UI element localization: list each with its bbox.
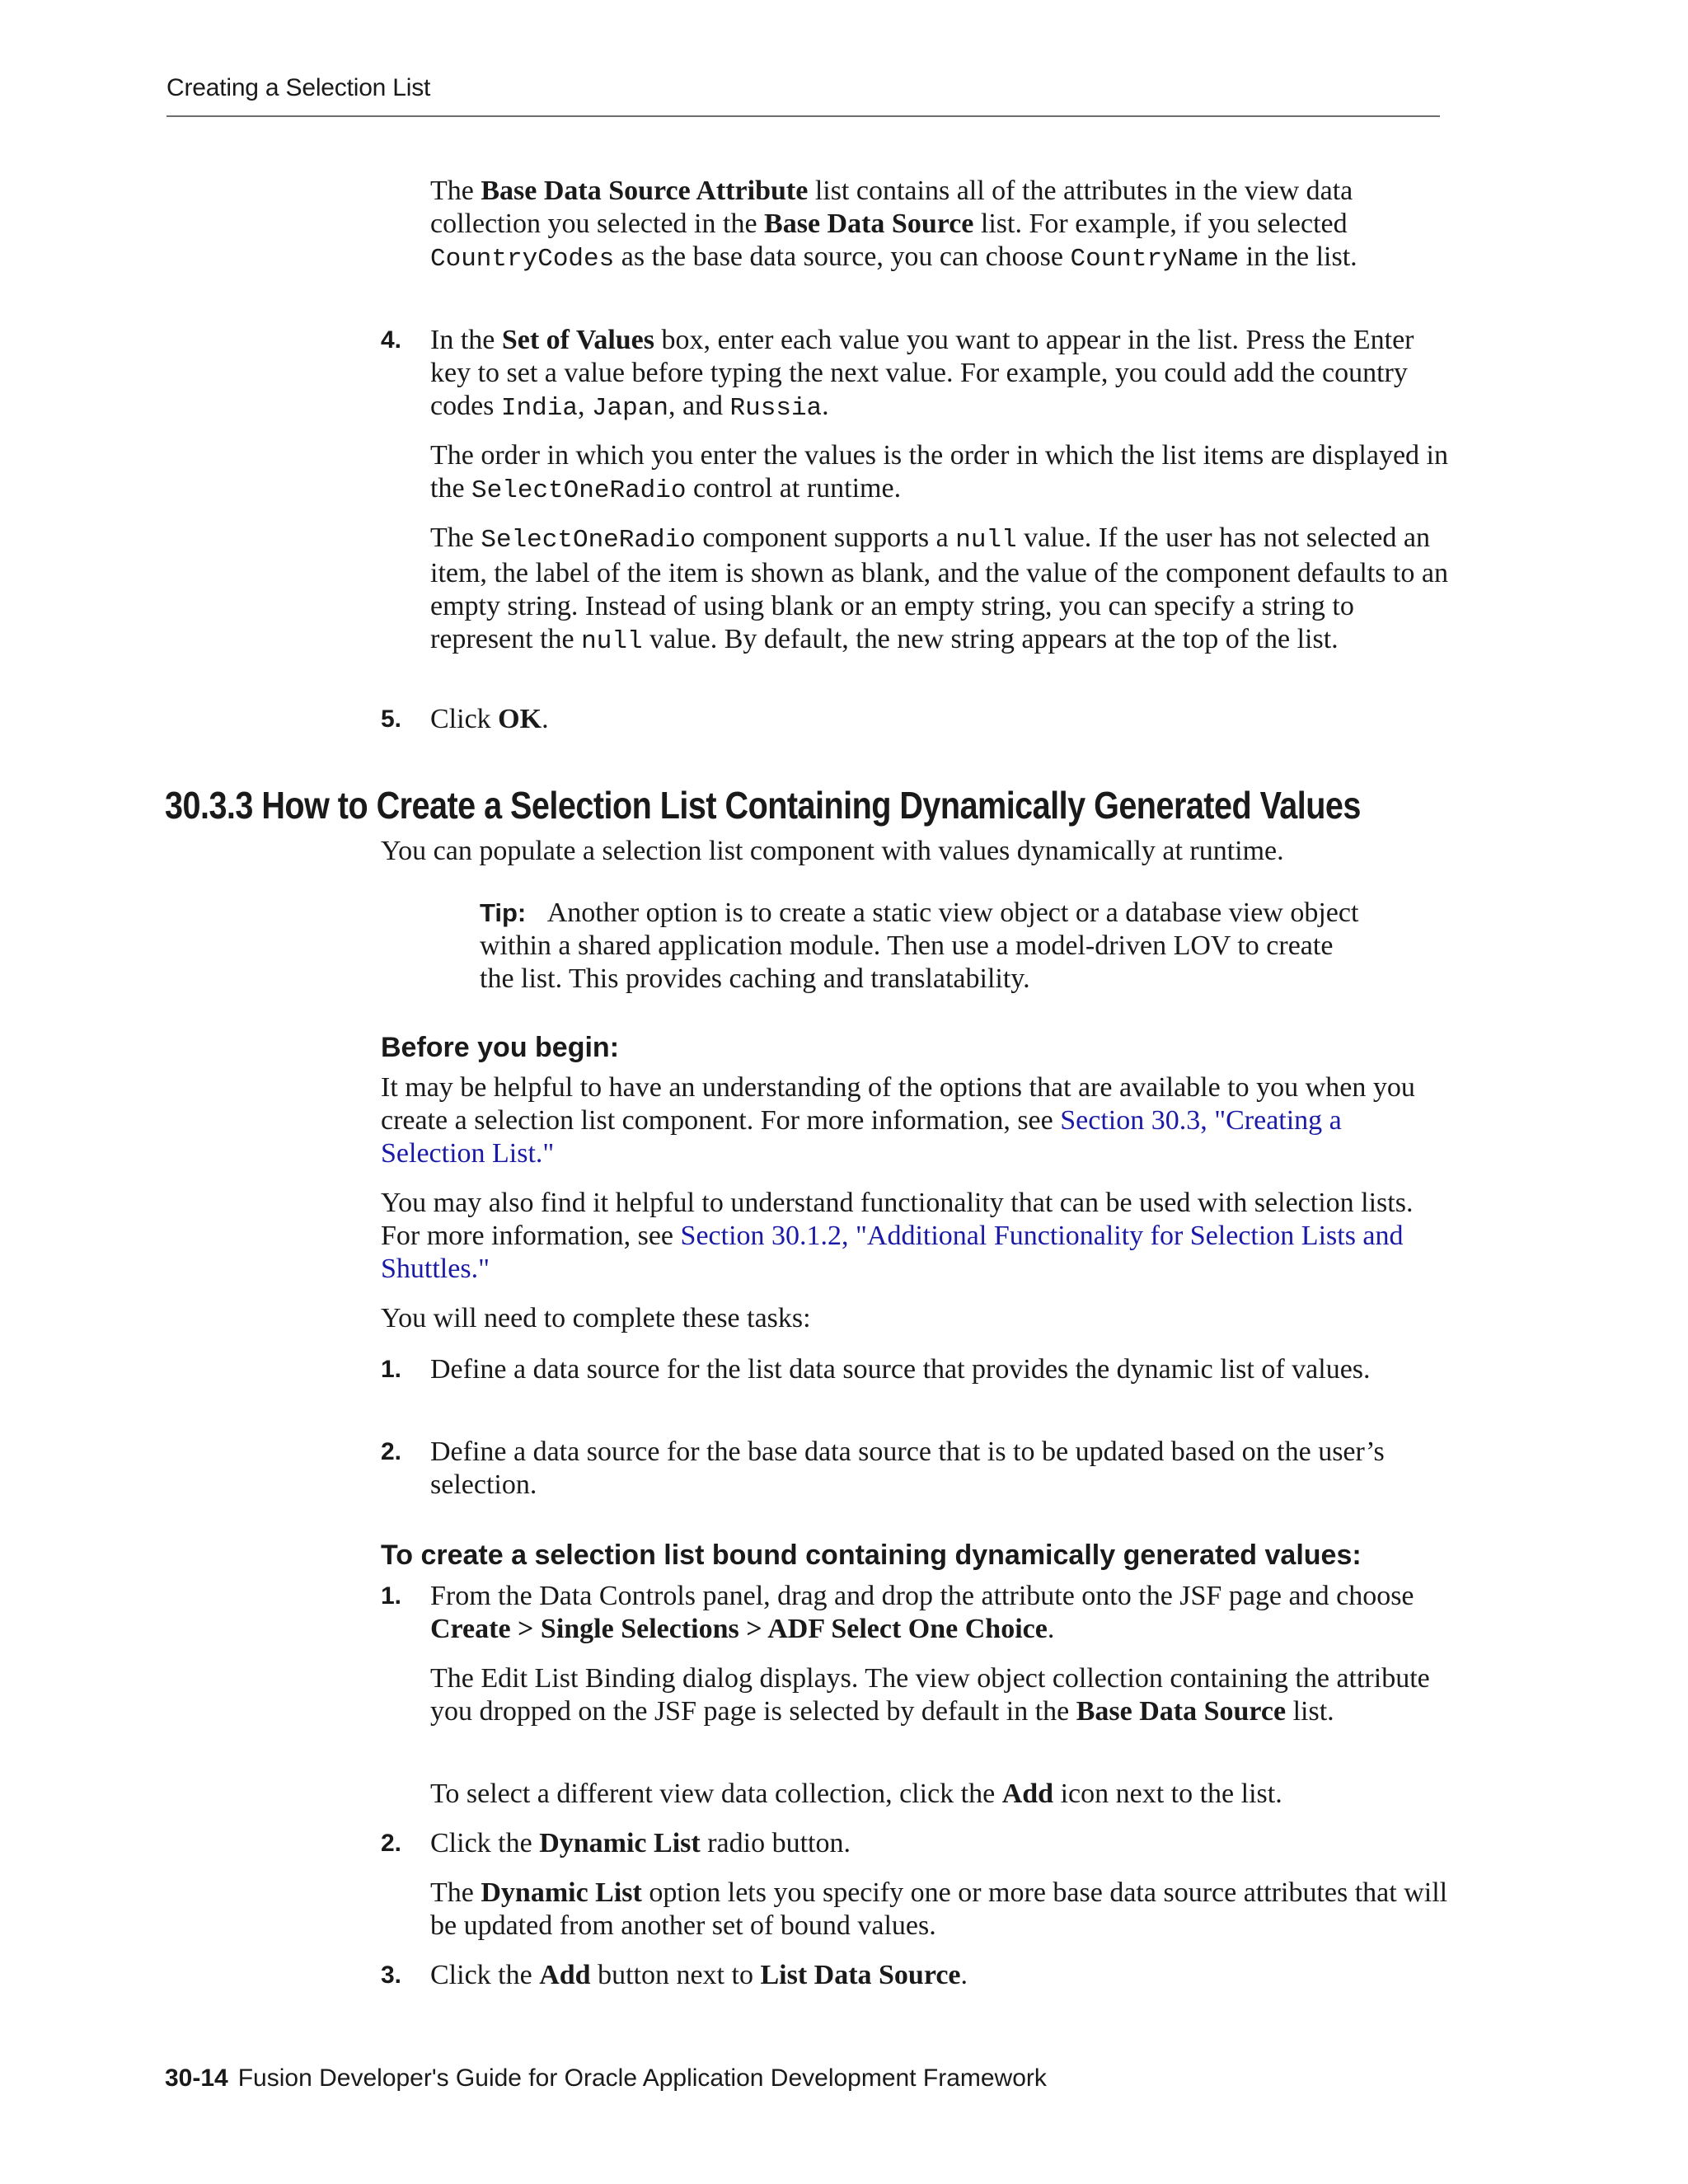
link-section-30-1-2[interactable]: Section 30.1.2, "Additional Functionality for Selection Lists and Shuttles." — [381, 1221, 1404, 1284]
header-rule — [166, 115, 1440, 117]
procedure-step-number: 1. — [381, 1582, 402, 1610]
procedure-step-2: Click the Dynamic List radio button. — [430, 1828, 851, 1858]
paragraph-null-value: The SelectOneRadio component supports a null value. If the user has not selected an item, the label of the item is shown as blank, and the value of the component defaults to an empty string. Instead of using blank or an empty string, you can specify a string to represent the null value. By default, the new string appears at the top of the list. — [430, 523, 1449, 656]
tip-label: Tip: — [480, 898, 527, 927]
paragraph-order: The order in which you enter the values is the order in which the list items are displayed in the SelectOneRadio control at runtime. — [430, 440, 1448, 505]
section-intro: You can populate a selection list component with values dynamically at runtime. — [381, 836, 1284, 866]
page-number: 30-14 — [165, 2064, 228, 2092]
tasks-intro: You will need to complete these tasks: — [381, 1303, 811, 1333]
link-section-30-3[interactable]: Section 30.3, "Creating a Selection List." — [381, 1105, 1342, 1169]
step-number: 5. — [381, 705, 402, 733]
task-number: 2. — [381, 1438, 402, 1465]
section-heading: 30.3.3 How to Create a Selection List Containing Dynamically Generated Values — [165, 784, 1361, 827]
procedure-step-3: Click the Add button next to List Data Source. — [430, 1960, 968, 1990]
procedure-heading: To create a selection list bound containing dynamically generated values: — [381, 1540, 1362, 1571]
procedure-step-1: From the Data Controls panel, drag and drop the attribute onto the JSF page and choose Create > Single Selections > ADF Select One Choice. — [430, 1581, 1414, 1644]
book-title: Fusion Developer's Guide for Oracle Application Development Framework — [237, 2064, 1047, 2092]
task-item: Define a data source for the base data source that is to be updated based on the user’s selection. — [430, 1436, 1385, 1500]
procedure-step-2-detail: The Dynamic List option lets you specify one or more base data source attributes that will be updated from another set of bound values. — [430, 1877, 1448, 1941]
before-you-begin-heading: Before you begin: — [381, 1032, 620, 1063]
running-header: Creating a Selection List — [166, 74, 431, 101]
page-footer — [165, 2064, 1047, 2093]
procedure-step-1-detail: The Edit List Binding dialog displays. The view object collection containing the attribute you dropped on the JSF page is selected by default in the Base Data Source list. — [430, 1663, 1430, 1727]
procedure-step-1-note: To select a different view data collection, click the Add icon next to the list. — [430, 1779, 1282, 1809]
before-paragraph-1: It may be helpful to have an understanding of the options that are available to you when you create a selection list component. For more information, see Section 30.3, "Creating a Selection List." — [381, 1072, 1415, 1169]
step-number: 4. — [381, 326, 402, 354]
procedure-step-number: 3. — [381, 1961, 402, 1989]
tip-box: Tip: Another option is to create a static view object or a database view object within a shared application module. Then use a model-driven LOV to create the list. This provides caching and translatability. — [480, 898, 1359, 994]
task-item: Define a data source for the list data source that provides the dynamic list of values. — [430, 1354, 1371, 1385]
procedure-step-number: 2. — [381, 1830, 402, 1857]
step-4-text: In the Set of Values box, enter each value you want to appear in the list. Press the Enter key to set a value before typing the next value. For example, you could add the country codes India, Japan, and Russia. — [430, 325, 1414, 423]
before-paragraph-2: You may also find it helpful to understand functionality that can be used with selection lists. For more information, see Section 30.1.2, "Additional Functionality for Selection Lists and Shuttles." — [381, 1188, 1414, 1284]
step-5-text: Click OK. — [430, 704, 549, 734]
task-number: 1. — [381, 1356, 402, 1383]
paragraph-base-attribute: The Base Data Source Attribute list contains all of the attributes in the view data collection you selected in the Base Data Source list. For example, if you selected CountryCodes as the base data source, you can choose CountryName in the list. — [430, 176, 1357, 274]
